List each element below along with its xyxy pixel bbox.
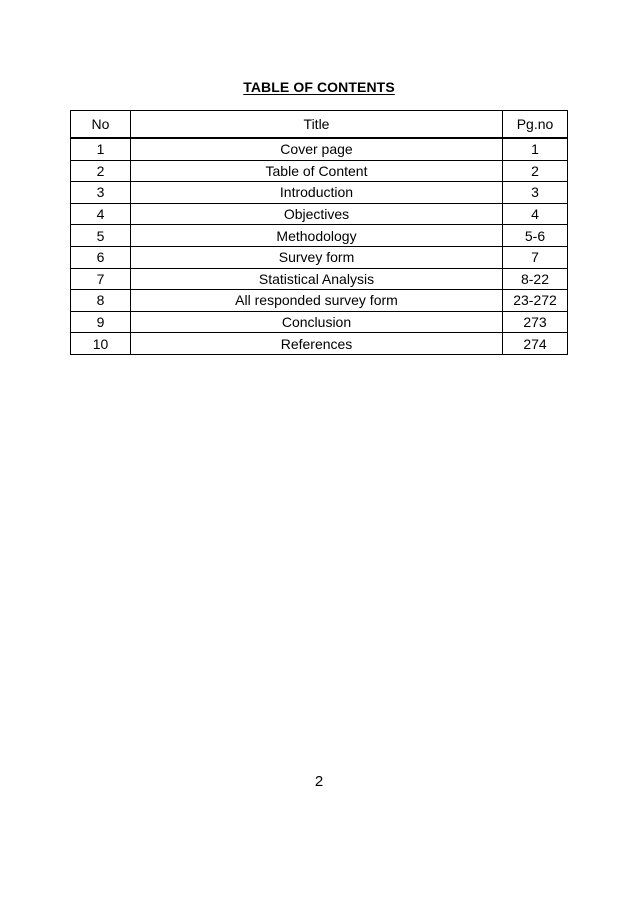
row-title: Table of Content (131, 160, 503, 182)
table-row (71, 182, 568, 204)
row-number: 3 (71, 182, 131, 204)
table-row (71, 268, 568, 290)
table-row (71, 333, 568, 355)
row-number: 9 (71, 311, 131, 333)
row-number: 8 (71, 290, 131, 312)
row-page: 5-6 (503, 225, 568, 247)
row-number: 2 (71, 160, 131, 182)
row-title: Objectives (131, 203, 503, 225)
contents-table (70, 110, 568, 355)
row-title: Statistical Analysis (131, 268, 503, 290)
row-page: 274 (503, 333, 568, 355)
row-page: 4 (503, 203, 568, 225)
row-title: Survey form (131, 246, 503, 268)
row-number: 7 (71, 268, 131, 290)
table-row (71, 160, 568, 182)
row-title: All responded survey form (131, 290, 503, 312)
table-row (71, 290, 568, 312)
row-title: Introduction (131, 182, 503, 204)
row-page: 3 (503, 182, 568, 204)
row-title: References (131, 333, 503, 355)
row-page: 23-272 (503, 290, 568, 312)
column-header-no: No (71, 111, 131, 139)
column-header-page: Pg.no (503, 111, 568, 139)
row-page: 273 (503, 311, 568, 333)
column-header-title: Title (131, 111, 503, 139)
table-row (71, 225, 568, 247)
table-header-row (71, 111, 568, 139)
table-row (71, 311, 568, 333)
row-page: 8-22 (503, 268, 568, 290)
row-number: 5 (71, 225, 131, 247)
row-number: 1 (71, 138, 131, 160)
row-number: 10 (71, 333, 131, 355)
table-row (71, 138, 568, 160)
row-title: Cover page (131, 138, 503, 160)
row-page: 2 (503, 160, 568, 182)
table-row (71, 203, 568, 225)
row-number: 4 (71, 203, 131, 225)
page-title: TABLE OF CONTENTS (243, 79, 395, 95)
table-row (71, 246, 568, 268)
row-title: Conclusion (131, 311, 503, 333)
row-title: Methodology (131, 225, 503, 247)
row-page: 7 (503, 246, 568, 268)
row-number: 6 (71, 246, 131, 268)
row-page: 1 (503, 138, 568, 160)
page-number: 2 (314, 773, 324, 790)
